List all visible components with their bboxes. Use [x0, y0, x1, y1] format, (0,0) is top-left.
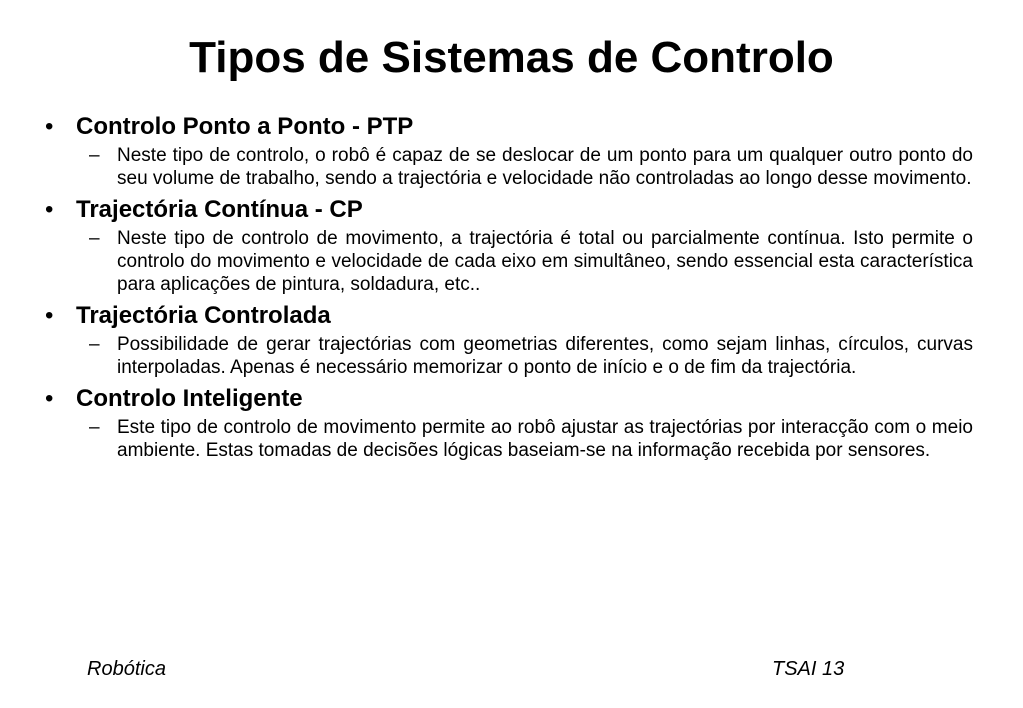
bullet-heading: Controlo Ponto a Ponto - PTP [76, 113, 414, 140]
sub-item [89, 416, 973, 462]
slide-content [45, 110, 973, 465]
sub-item [89, 144, 973, 190]
slide-title: Tipos de Sistemas de Controlo [189, 33, 834, 82]
sub-item-text: Este tipo de controlo de movimento permite ao robô ajustar as trajectórias por interacção com o meio ambiente. Estas tomadas de decisões lógicas baseiam-se na informação recebida por sensores. [117, 417, 973, 461]
bullet-marker: • [45, 302, 54, 329]
dash-marker: – [89, 417, 100, 438]
bullet-item [45, 110, 973, 144]
bullet-heading: Trajectória Controlada [76, 302, 331, 329]
footer-course: Robótica [87, 658, 166, 680]
dash-marker: – [89, 228, 100, 249]
sub-item-text: Neste tipo de controlo de movimento, a trajectória é total ou parcialmente contínua. Isto permite o controlo do movimento e velocidade de cada eixo em simultâneo, sendo essencial esta característica para aplicações de pintura, soldadura, etc.. [117, 228, 973, 295]
bullet-item [45, 299, 973, 333]
bullet-heading: Trajectória Contínua - CP [76, 196, 363, 223]
sub-item-text: Neste tipo de controlo, o robô é capaz de se deslocar de um ponto para um qualquer outro ponto do seu volume de trabalho, sendo a trajectória e velocidade não controladas ao longo desse movimento. [117, 145, 973, 189]
sub-item [89, 333, 973, 379]
dash-marker: – [89, 145, 100, 166]
bullet-marker: • [45, 196, 54, 223]
bullet-item [45, 193, 973, 227]
footer-page-label: TSAI 13 [772, 658, 845, 680]
bullet-marker: • [45, 385, 54, 412]
bullet-marker: • [45, 113, 54, 140]
dash-marker: – [89, 334, 100, 355]
sub-item-text: Possibilidade de gerar trajectórias com geometrias diferentes, como sejam linhas, círculos, curvas interpoladas. Apenas é necessário memorizar o ponto de início e o de fim da trajectória. [117, 334, 973, 378]
bullet-item [45, 382, 973, 416]
bullet-heading: Controlo Inteligente [76, 385, 303, 412]
sub-item [89, 227, 973, 296]
